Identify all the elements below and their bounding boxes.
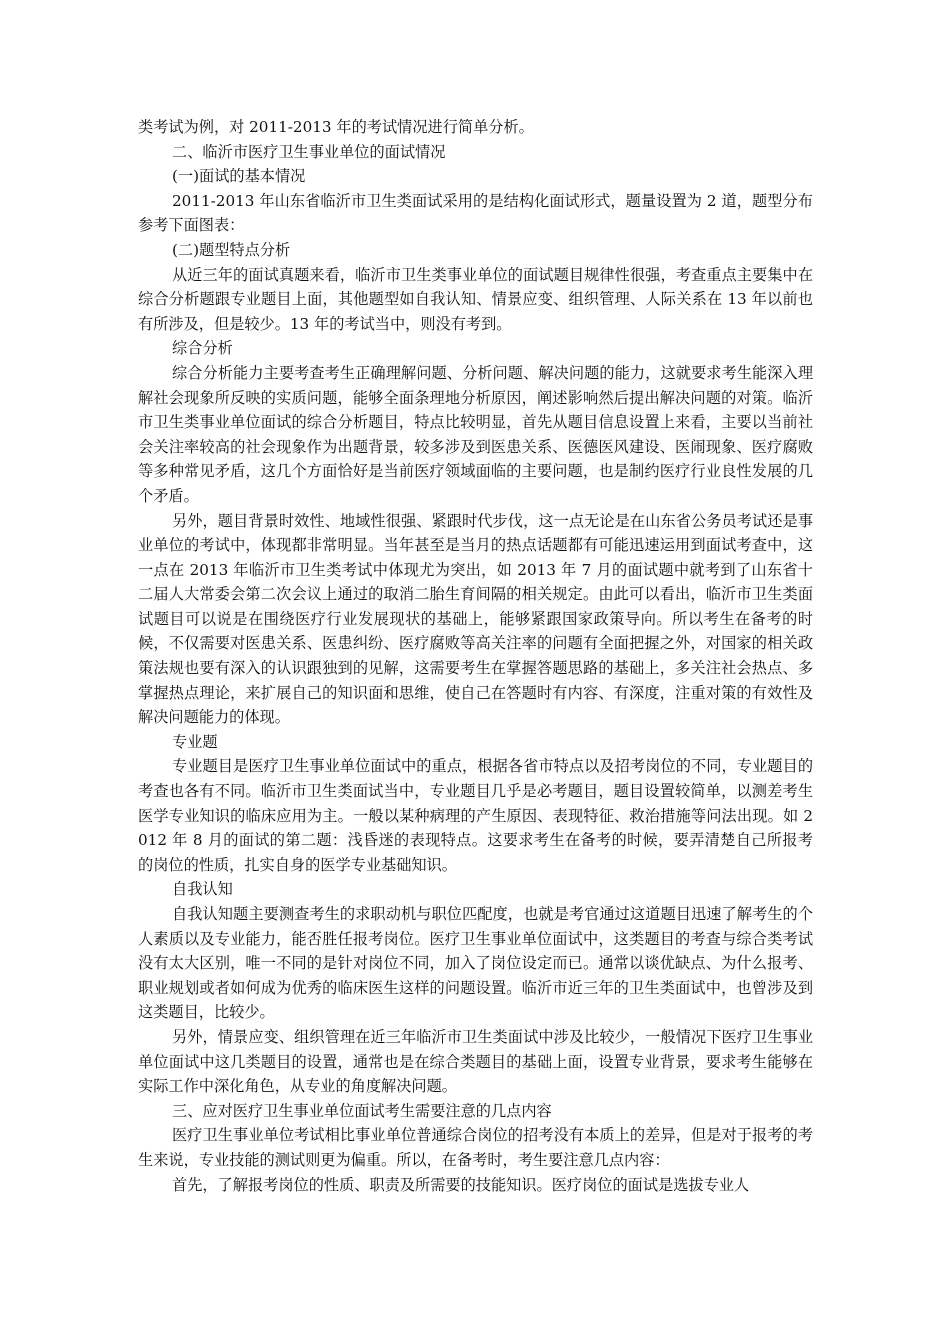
subsection-heading-question-types: (二)题型特点分析 [172,240,291,259]
subsection-heading-basic: (一)面试的基本情况 [172,167,306,186]
topic-heading-professional: 专业题 [172,732,218,751]
paragraph-self-awareness: 自我认知题主要测查考生的求职动机与职位匹配度，也就是考官通过这道题目迅速了解考生的个人素质以及专业能力，能否胜任报考岗位。医疗卫生事业单位面试中，这类题目的考查与综合类考试没有太大区别，唯一不同的是针对岗位不同，加入了岗位设定而已。通常以谈优缺点、为什么报考、职业规划或者如何成为优秀的临床医生这样的问题设置。临沂市近三年的卫生类面试中，也曾涉及到这类题目，比较少。 [138,905,813,1022]
paragraph-professional: 专业题目是医疗卫生事业单位面试中的重点，根据各省市特点以及招考岗位的不同，专业题目的考查也各有不同。临沂市卫生类面试当中，专业题目几乎是必考题目，题目设置较简单，以测差考生医学专业知识的临床应用为主。一般以某种病理的产生原因、表现特征、救治措施等问法出现。如 2012 年 8 月的面试的第二题：浅昏迷的表现特点。这要求考生在备考的时候，要弄清楚自己所报考的岗位的性质，扎实自身的医学专业基础知识。 [138,757,813,874]
section-heading-2: 二、临沂市医疗卫生事业单位的面试情况 [172,142,446,161]
paragraph-timeliness: 另外，题目背景时效性、地域性很强、紧跟时代步伐，这一点无论是在山东省公务员考试还是事业单位的考试中，体现都非常明显。当年甚至是当月的热点话题都有可能迅速运用到面试考查中，这一点在 2013 年临沂市卫生类考试中体现尤为突出，如 2013 年 7 月的面试题中就考到了山东省十二届人大常委会第二次会议上通过的取消二胎生育间隔的相关规定。由此可以看出，临沂市卫生类面试题目可以说是在围绕医疗行业发展现状的基础上，能够紧跟国家政策导向。所以考生在备考的时候，不仅需要对医患关系、医患纠纷、医疗腐败等高关注率的问题有全面把握之外，对国家的相关政策法规也要有深入的认识跟独到的见解，这需要考生在掌握答题思路的基础上，多关注社会热点、多掌握热点理论，来扩展自己的知识面和思维，使自己在答题时有内容、有深度，注重对策的有效性及解决问题能力的体现。 [138,511,813,727]
paragraph-continuation: 类考试为例，对 2011-2013 年的考试情况进行简单分析。 [138,118,534,136]
section-heading-3: 三、应对医疗卫生事业单位面试考生需要注意的几点内容 [172,1101,552,1120]
paragraph-first-point: 首先，了解报考岗位的性质、职责及所需要的技能知识。医疗岗位的面试是选拔专业人 [172,1175,750,1194]
paragraph-other-types: 另外，情景应变、组织管理在近三年临沂市卫生类面试中涉及比较少，一般情况下医疗卫生事业单位面试中这几类题目的设置，通常也是在综合类题目的基础上面，设置专业背景，要求考生能够在实际工作中深化角色，从专业的角度解决问题。 [138,1027,813,1096]
paragraph-preparation-intro: 医疗卫生事业单位考试相比事业单位普通综合岗位的招考没有本质上的差异，但是对于报考的考生来说，专业技能的测试则更为偏重。所以，在备考时，考生要注意几点内容： [138,1126,813,1169]
paragraph-question-patterns: 从近三年的面试真题来看，临沂市卫生类事业单位的面试题目规律性很强，考查重点主要集中在综合分析题跟专业题目上面，其他题型如自我认知、情景应变、组织管理、人际关系在 13 年以前也有所涉及，但是较少。13 年的考试当中，则没有考到。 [138,265,813,333]
paragraph-interview-format: 2011-2013 年山东省临沂市卫生类面试采用的是结构化面试形式，题量设置为 2 道，题型分布参考下面图表： [138,191,813,235]
topic-heading-comprehensive-analysis: 综合分析 [172,339,233,358]
topic-heading-self-awareness: 自我认知 [172,880,233,899]
paragraph-comprehensive-analysis: 综合分析能力主要考查考生正确理解问题、分析问题、解决问题的能力，这就要求考生能深入理解社会现象所反映的实质问题，能够全面条理地分析原因，阐述影响然后提出解决问题的对策。临沂市卫生类事业单位面试的综合分析题目，特点比较明显，首先从题目信息设置上来看，主要以当前社会关注率较高的社会现象作为出题背景，较多涉及到医患关系、医德医风建设、医闹现象、医疗腐败等多种常见矛盾，这几个方面恰好是当前医疗领域面临的主要问题，也是制约医疗行业良性发展的几个矛盾。 [138,363,813,505]
document-body [138,115,813,1197]
